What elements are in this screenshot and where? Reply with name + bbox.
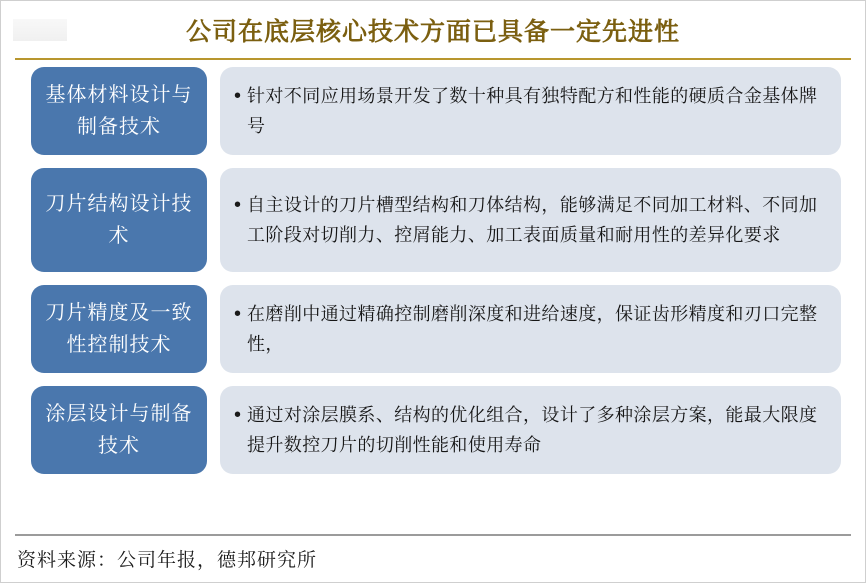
bullet-item xyxy=(234,400,823,460)
bullet-item xyxy=(234,81,823,141)
diagram-row xyxy=(1,67,865,155)
footer-divider xyxy=(15,534,851,536)
row-text-4: 通过对涂层膜系、结构的优化组合，设计了多种涂层方案，能最大限度提升数控刀片的切削性能和使用寿命 xyxy=(247,405,818,455)
bullet-item xyxy=(234,299,823,359)
row-text-3: 在磨削中通过精确控制磨削深度和进给速度，保证齿形精度和刃口完整性， xyxy=(247,304,818,354)
row-label-3: 刀片精度及一致性控制技术 xyxy=(31,285,207,373)
page-title: 公司在底层核心技术方面已具备一定先进性 xyxy=(185,19,680,46)
row-label-2: 刀片结构设计技术 xyxy=(31,168,207,272)
bullet-icon: • xyxy=(234,85,242,107)
row-content-4 xyxy=(220,386,841,474)
title-divider xyxy=(15,58,851,60)
diagram-row xyxy=(1,285,865,373)
row-label-4: 涂层设计与制备技术 xyxy=(31,386,207,474)
row-text-2: 自主设计的刀片槽型结构和刀体结构，能够满足不同加工材料、不同加工阶段对切削力、控屑能力、加工表面质量和耐用性的差异化要求 xyxy=(247,195,818,245)
source-note: 资料来源：公司年报，德邦研究所 xyxy=(17,550,318,571)
row-content-3 xyxy=(220,285,841,373)
bullet-item xyxy=(234,190,823,250)
bullet-icon: • xyxy=(234,303,242,325)
bullet-icon: • xyxy=(234,194,242,216)
row-label-1: 基体材料设计与制备技术 xyxy=(31,67,207,155)
slide-title-bar xyxy=(1,1,865,59)
bullet-icon: • xyxy=(234,404,242,426)
row-content-1 xyxy=(220,67,841,155)
row-content-2 xyxy=(220,168,841,272)
diagram-row xyxy=(1,386,865,474)
diagram-rows xyxy=(1,67,865,487)
diagram-row xyxy=(1,168,865,272)
row-text-1: 针对不同应用场景开发了数十种具有独特配方和性能的硬质合金基体牌号 xyxy=(247,86,818,136)
